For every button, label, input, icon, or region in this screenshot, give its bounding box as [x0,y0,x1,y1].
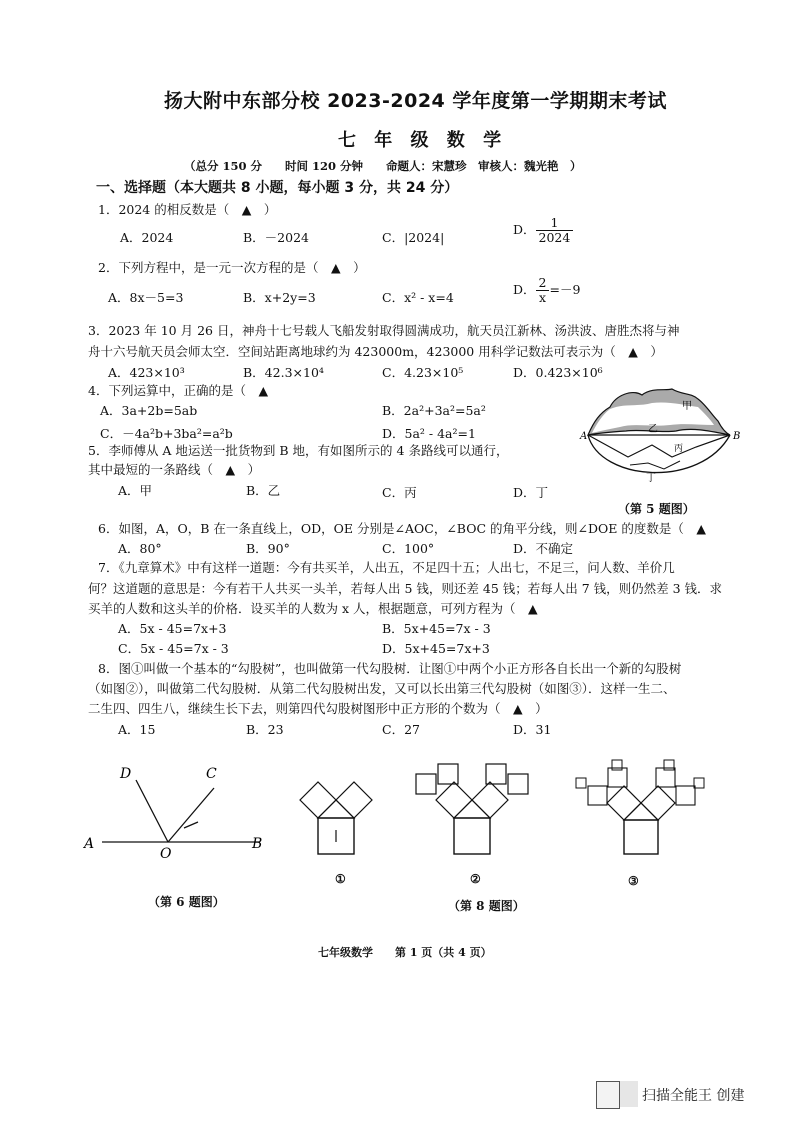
scanner-logo-icon [620,1081,638,1107]
subject-title: 七 年 级 数 学 [338,130,508,151]
tree3-l2 [608,768,627,787]
q1-option-c: C．|2024| [382,230,445,245]
q7-line2: 何？这道题的意思是：今有若干人共买一头羊，若每人出 5 钱，则还差 45 钱；若每人出 7 钱，则仍然差 3 钱．求 [88,581,723,596]
q4-option-c: C．－4a²b+3ba²=a²b [100,426,233,441]
q8-option-b: B．23 [246,722,284,737]
fig6-label-o: O [160,846,172,862]
tree3-base-square [624,820,658,854]
figure-8-tree-2 [410,760,540,860]
fig5-label-yi: 乙 [648,424,658,435]
q6-option-b: B．90° [246,541,290,556]
q6-stem: 6．如图，A，O，B 在一条直线上，OD，OE 分别是∠AOC，∠BOC 的角平分线，则∠DOE 的度数是（ ▲ [98,521,706,536]
q3-option-b: B．42.3×10⁴ [243,365,324,380]
q2-option-d-label: D． [513,281,536,297]
fig8-num-2: ② [470,872,481,886]
q2-stem: 2．下列方程中，是一元一次方程的是（ ▲ ） [98,260,366,275]
tree2-rr-square [508,774,528,794]
tree3-left-square [607,786,641,820]
q4-option-a: A．3a+2b=5ab [100,403,198,418]
scanner-qr-icon [596,1081,620,1109]
tree2-base-square [454,818,490,854]
q1-option-a: A．2024 [120,230,174,245]
exam-title: 扬大附中东部分校 2023-2024 学年度第一学期期末考试 [164,90,667,112]
tree1-triangle [318,800,354,818]
q5-option-b: B．乙 [246,483,281,498]
q1-d-numerator: 1 [536,216,574,231]
section-heading: 一、选择题（本大题共 8 小题，每小题 3 分，共 24 分） [96,180,459,196]
q6-option-d: D．不确定 [513,541,574,556]
tree3-l1 [588,786,607,805]
tree1-left-square [300,782,336,818]
tree2-right-square [472,782,508,818]
fig8-caption: （第 8 题图） [448,899,525,913]
q2-option-c: C．x² - x=4 [382,290,454,305]
fig5-label-jia: 甲 [682,401,692,412]
fig5-label-ding: 丁 [646,473,656,484]
q8-line3: 二生四、四生八，继续生长下去，则第四代勾股树图形中正方形的个数为（ ▲ ） [88,701,548,716]
ray-oc [168,788,214,842]
ray-oe [184,822,198,828]
q3-option-a: A．423×10³ [108,365,185,380]
q5-option-d: D．丁 [513,485,549,500]
fig8-num-3: ③ [628,874,639,888]
q1-option-d [513,216,573,245]
fig6-label-a: A [84,836,95,852]
q7-option-b: B．5x+45=7x - 3 [382,621,491,636]
q7-line3: 买羊的人数和这头羊的价格．设买羊的人数为 x 人，根据题意，可列方程为（ ▲ [88,601,538,616]
figure-8-tree-1 [300,780,390,860]
fig5-label-b: B [733,431,741,442]
tree2-ll-square [416,774,436,794]
figure-8-tree-3 [568,760,718,860]
q5-option-a: A．甲 [118,483,153,498]
q7-option-c: C．5x - 45=7x - 3 [118,641,229,656]
q5-line2: 其中最短的一条路线（ ▲ ） [88,462,261,477]
tree3-r2 [676,786,695,805]
q8-option-c: C．27 [382,722,420,737]
q4-option-d: D．5a² - 4a²=1 [382,426,476,441]
tree3-r1 [656,768,675,787]
q8-line2: （如图②），叫做第二代勾股树．从第二代勾股树出发，又可以长出第三代勾股树（如图③）．这样一生二、 [88,681,676,696]
route-bing [588,435,730,457]
q8-option-a: A．15 [118,722,156,737]
q4-option-b: B．2a²+3a²=5a² [382,403,486,418]
q7-option-d: D．5x+45=7x+3 [382,641,490,656]
q3-line1: 3．2023 年 10 月 26 日，神舟十七号载人飞船发射取得圆满成功，航天员江新林、汤洪波、唐胜杰将与神 [88,323,680,338]
tree2-lr-square [438,764,458,784]
figure-5-routes [580,385,740,495]
fig8-num-1: ① [335,872,346,886]
route-ding-inner [630,461,680,469]
q4-stem: 4．下列运算中，正确的是（ ▲ [88,383,269,398]
q8-line1: 8．图①叫做一个基本的“勾股树”，也叫做第一代勾股树．让图①中两个小正方形各自长出一个新的勾股树 [98,661,682,676]
q6-option-c: C．100° [382,541,435,556]
q2-option-a: A．8x－5=3 [108,290,184,305]
q2-d-rest: =－9 [549,281,581,297]
tree3-right-square [641,786,675,820]
fig6-caption: （第 6 题图） [148,895,225,909]
q2-option-b: B．x+2y=3 [243,290,316,305]
fig6-label-b: B [252,836,263,852]
q3-option-c: C．4.23×10⁵ [382,365,464,380]
q2-d-numerator: 2 [536,276,550,291]
q1-stem: 1．2024 的相反数是（ ▲ ） [98,202,277,217]
q2-d-denominator: x [538,289,547,305]
q2-option-d-fraction [536,276,550,305]
figure-6-angle [80,760,280,860]
q1-option-b: B．－2024 [243,230,309,245]
q7-option-a: A．5x - 45=7x+3 [118,621,227,636]
tree3-triangle [624,803,658,820]
fig6-label-c: C [206,766,217,782]
tree1-right-square [336,782,372,818]
fig5-label-a: A [580,431,588,442]
tree3-l3 [576,778,586,788]
q5-option-c: C．丙 [382,485,417,500]
q1-option-d-label: D． [513,221,536,237]
q3-line2: 舟十六号航天员会师太空．空间站距离地球约为 423000m，423000 用科学记数法可表示为（ ▲ ） [88,344,663,359]
exam-info: （总分 150 分 时间 120 分钟 命题人：宋慧珍 审核人：魏光艳 ） [184,159,582,173]
q3-option-d: D．0.423×10⁶ [513,365,603,380]
q1-d-denominator: 2024 [538,229,571,245]
q6-option-a: A．80° [118,541,162,556]
scanner-watermark-text: 扫描全能王 创建 [642,1088,745,1104]
fig5-caption: （第 5 题图） [618,502,695,516]
tree2-triangle [454,800,490,818]
page-footer: 七年级数学 第 1 页（共 4 页） [318,946,492,959]
q2-option-d [513,276,580,305]
q8-option-d: D．31 [513,722,552,737]
tree2-rl-square [486,764,506,784]
q1-option-d-fraction [536,216,574,245]
fig6-label-d: D [120,766,132,782]
ray-od [136,780,168,842]
tree2-left-square [436,782,472,818]
fig5-label-bing: 丙 [674,444,684,454]
q7-line1: 7．《九章算术》中有这样一道题：今有共买羊，人出五，不足四十五；人出七，不足三，问人数、羊价几 [98,560,675,575]
q5-line1: 5．李师傅从 A 地运送一批货物到 B 地，有如图所示的 4 条路线可以通行， [88,443,509,458]
